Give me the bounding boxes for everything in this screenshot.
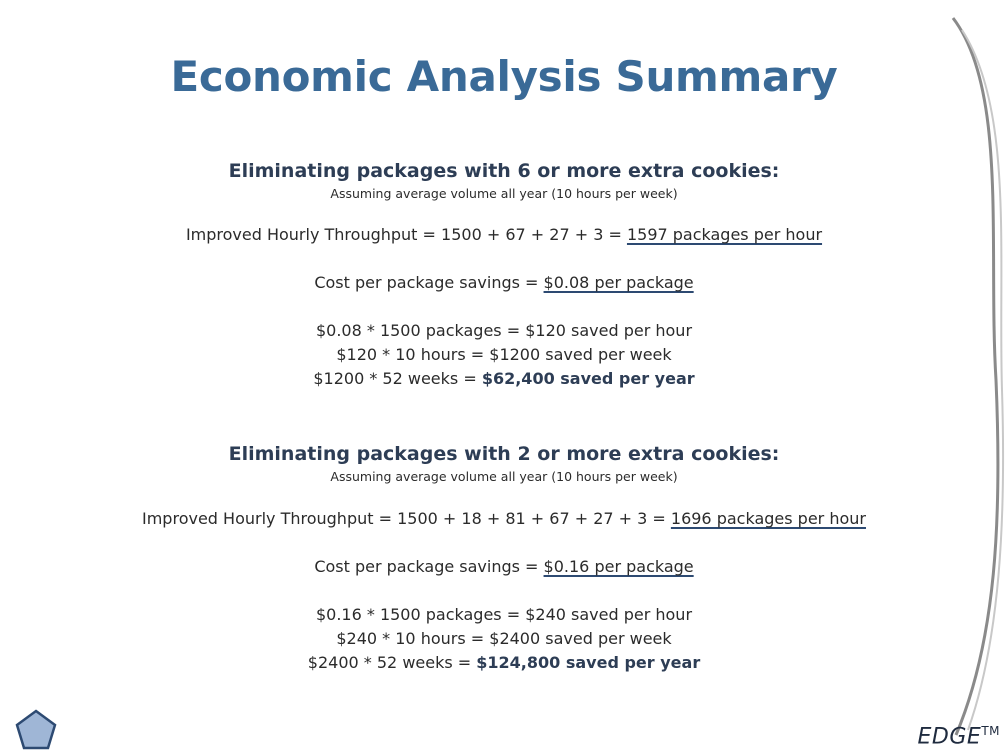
section-1-throughput-formula: Improved Hourly Throughput = 1500 + 67 + 27 + 3 = — [185, 225, 627, 244]
section-1-cost-result: $0.08 per package — [543, 273, 694, 292]
page-title: Economic Analysis Summary — [170, 52, 838, 101]
section-1-calc-year-formula: $1200 * 52 weeks = — [313, 369, 482, 388]
logo-trademark: TM — [981, 724, 1000, 738]
decorative-curve — [938, 0, 1008, 756]
section-1-assumption: Assuming average volume all year (10 hours per week) — [330, 186, 678, 201]
section-2-header — [0, 443, 1008, 484]
section-1-calc-year-result: $62,400 saved per year — [481, 369, 695, 388]
section-2-cost — [0, 557, 1008, 576]
section-2-calc-week: $240 * 10 hours = $2400 saved per week — [336, 629, 672, 648]
section-2-calc-year — [0, 653, 1008, 672]
section-2-assumption: Assuming average volume all year (10 hours per week) — [330, 469, 678, 484]
section-2-calc-hour: $0.16 * 1500 packages = $240 saved per hour — [315, 605, 693, 624]
section-2-cost-label: Cost per package savings = — [314, 557, 544, 576]
pentagon-icon — [14, 708, 58, 752]
section-2-throughput-formula: Improved Hourly Throughput = 1500 + 18 + 81 + 67 + 27 + 3 = — [142, 509, 671, 528]
section-1-calc-hour: $0.08 * 1500 packages = $120 saved per hour — [315, 321, 693, 340]
section-2-throughput-result: 1696 packages per hour — [670, 509, 866, 528]
section-2-cost-result: $0.16 per package — [543, 557, 694, 576]
edge-logo — [918, 724, 1000, 749]
section-1-heading: Eliminating packages with 6 or more extra cookies: — [228, 160, 780, 182]
section-1-cost — [0, 273, 1008, 292]
section-2-calc-year-result: $124,800 saved per year — [476, 653, 701, 672]
section-1-cost-label: Cost per package savings = — [314, 273, 544, 292]
section-2-calc-year-formula: $2400 * 52 weeks = — [307, 653, 477, 672]
section-1-calc-week: $120 * 10 hours = $1200 saved per week — [336, 345, 672, 364]
section-1-header — [0, 160, 1008, 201]
logo-text: EDGE — [917, 724, 982, 750]
section-1-throughput — [0, 225, 1008, 244]
section-2-heading: Eliminating packages with 2 or more extra cookies: — [228, 443, 780, 465]
section-1-calc-year — [0, 369, 1008, 388]
section-2-throughput — [0, 509, 1008, 528]
section-1-throughput-result: 1597 packages per hour — [626, 225, 823, 244]
